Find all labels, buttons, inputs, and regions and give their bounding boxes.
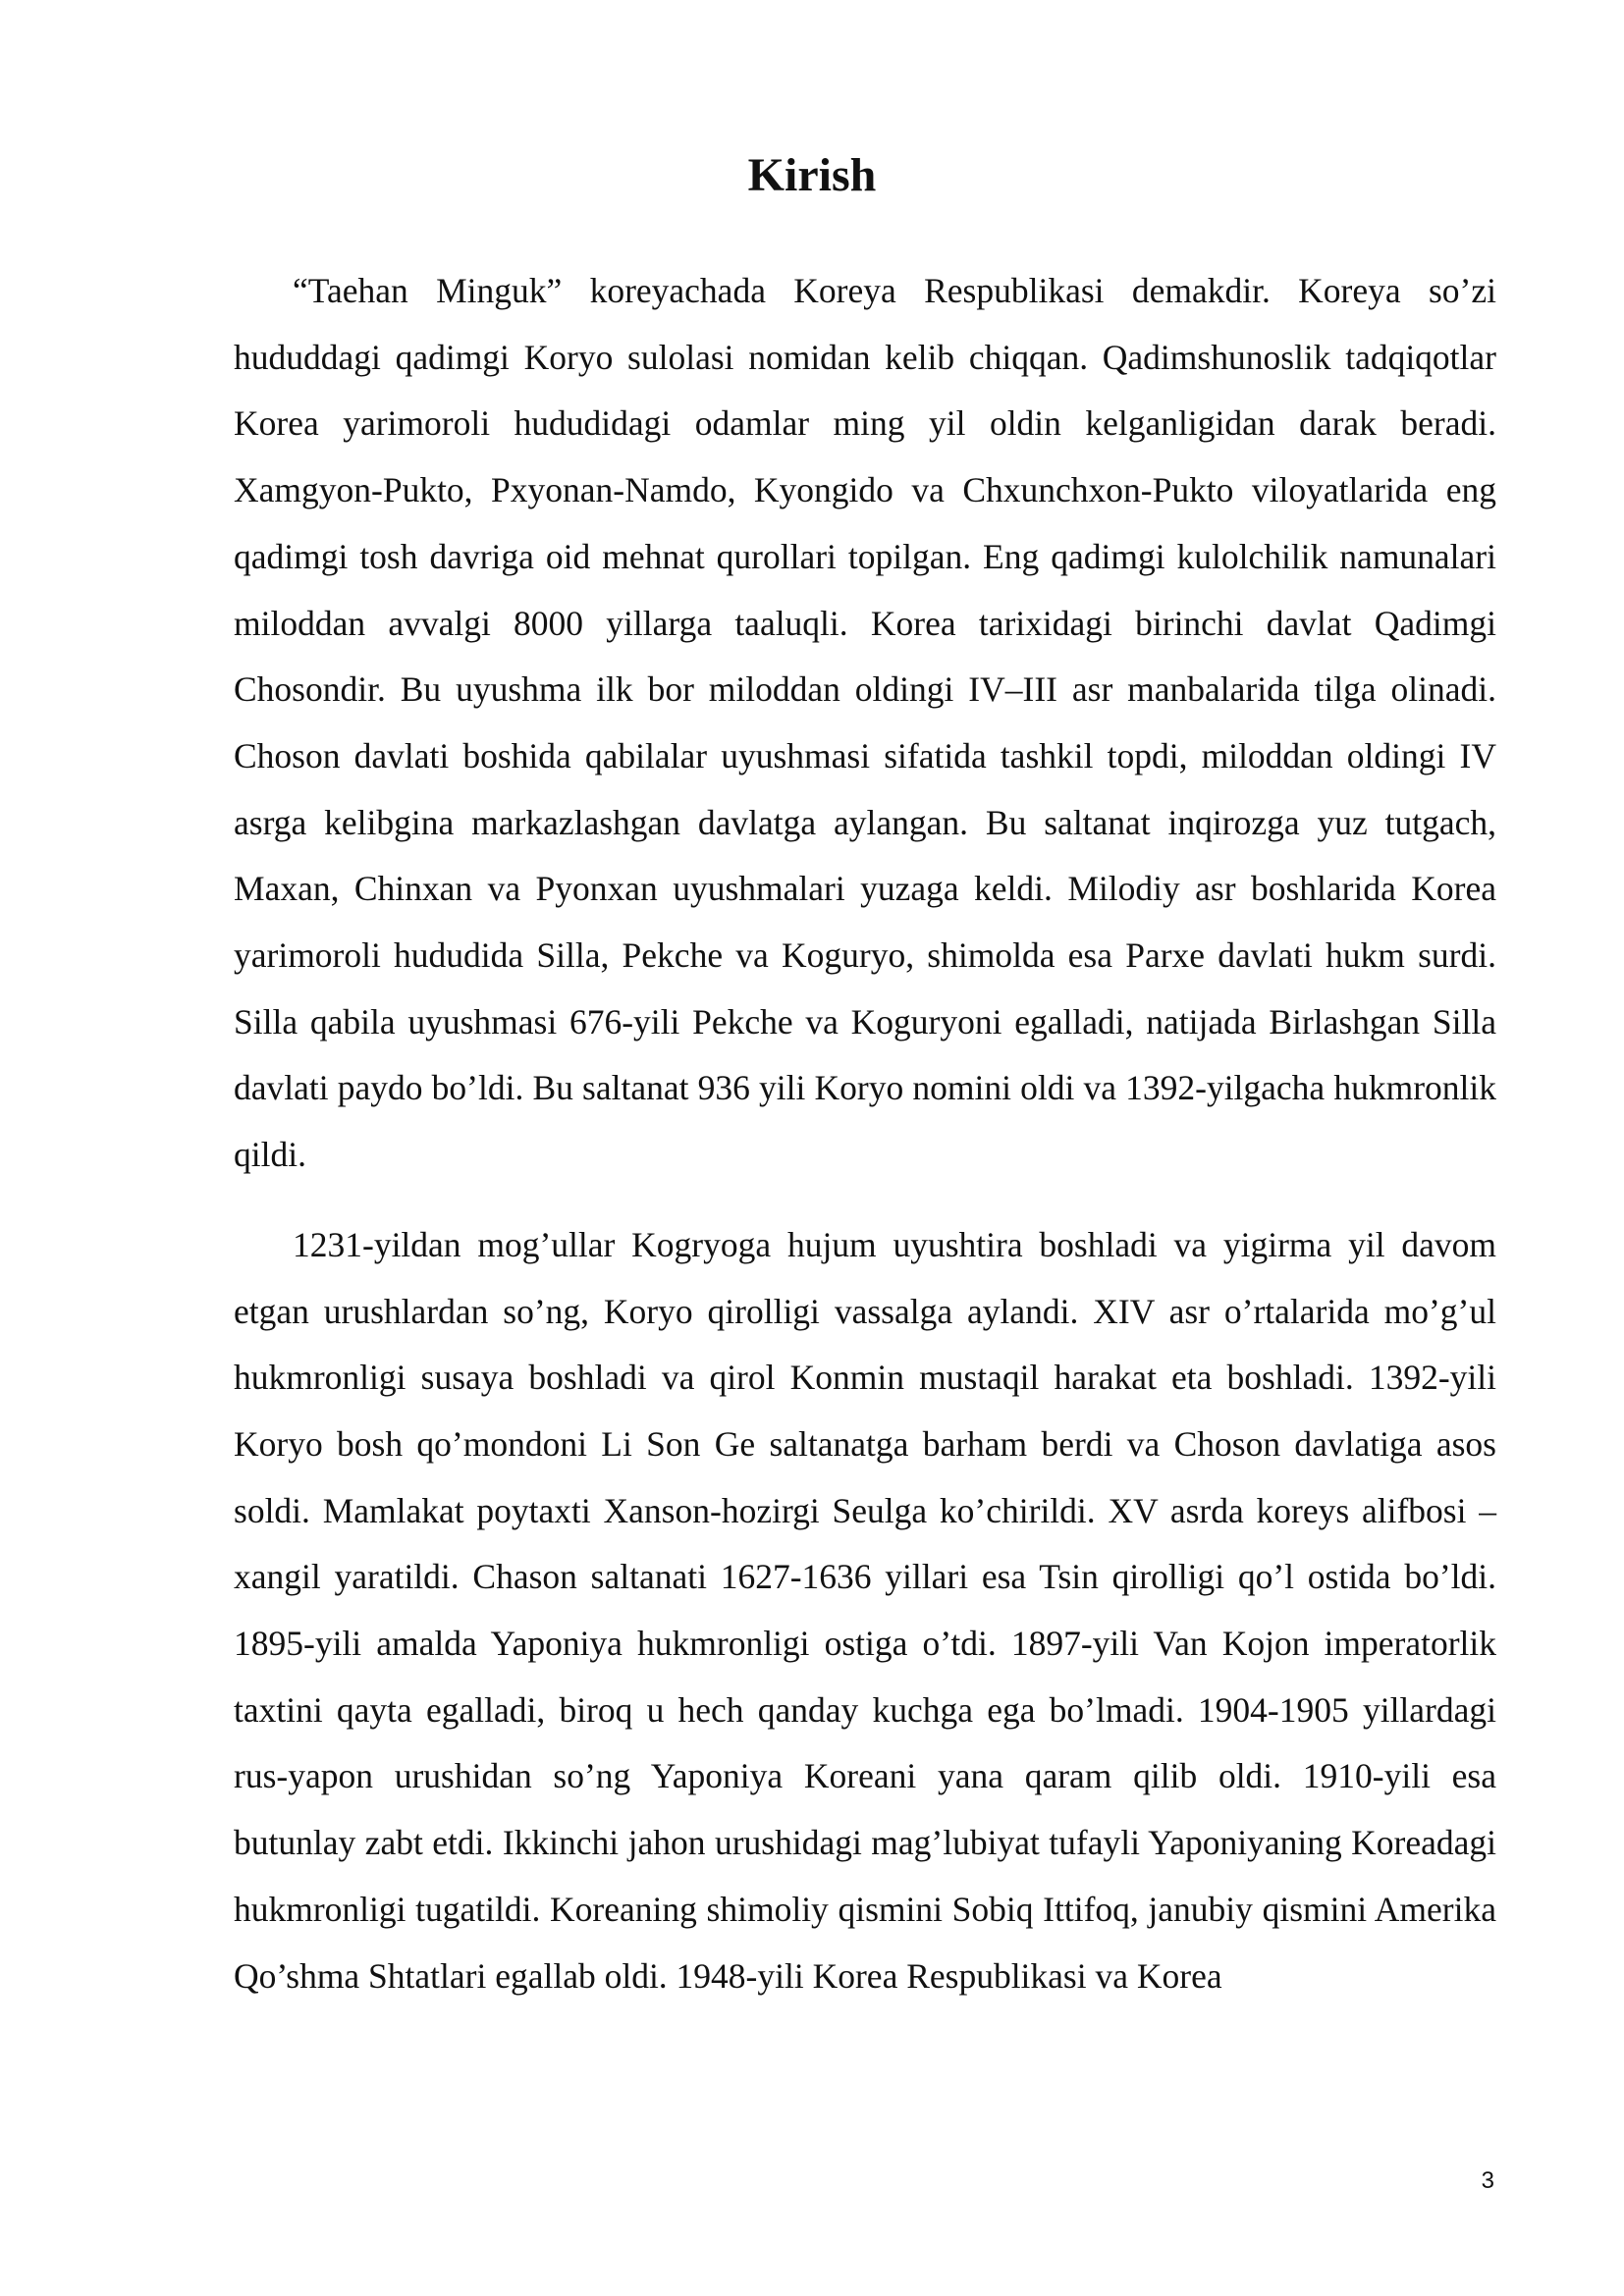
paragraph: “Taehan Minguk” koreyachada Koreya Respublikasi demakdir. Koreya so’zi hududdagi qadimgi Koryo sulolasi nomidan kelib chiqqan. Qadimshunoslik tadqiqotlar Korea yarimoroli hududidagi odamlar ming yil oldin kelganligidan darak beradi. Xamgyon-Pukto, Pxyonan-Namdo, Kyongido va Chxunchxon-Pukto viloyatlarida eng qadimgi tosh davriga oid mehnat qurollari topilgan. Eng qadimgi kulolchilik namunalari miloddan avvalgi 8000 yillarga taaluqli. Korea tarixidagi birinchi davlat Qadimgi Chosondir. Bu uyushma ilk bor miloddan oldingi IV–III asr manbalarida tilga olinadi. Choson davlati boshida qabilalar uyushmasi sifatida tashkil topdi, miloddan oldingi IV asrga kelibgina markazlashgan davlatga aylangan. Bu saltanat inqirozga yuz tutgach, Maxan, Chinxan va Pyonxan uyushmalari yuzaga keldi. Milodiy asr boshlarida Korea yarimoroli hududida Silla, Pekche va Koguryo, shimolda esa Parxe davlati hukm surdi. Silla qabila uyushmasi 676-yili Pekche va Koguryoni egalladi, natijada Birlashgan Silla davlati paydo bo’ldi. Bu saltanat 936 yili Koryo nomini oldi va 1392-yilgacha hukmronlik qildi. [234,271,1496,1175]
paragraph: 1231-yildan mog’ullar Kogryoga hujum uyushtira boshladi va yigirma yil davom etgan urushlardan so’ng, Koryo qirolligi vassalga aylandi. XIV asr o’rtalarida mo’g’ul hukmronligi susaya boshladi va qirol Konmin mustaqil harakat eta boshladi. 1392-yili Koryo bosh qo’mondoni Li Son Ge saltanatga barham berdi va Choson davlatiga asos soldi. Mamlakat poytaxti Xanson-hozirgi Seulga ko’chirildi. XV asrda koreys alifbosi – xangil yaratildi. Chason saltanati 1627-1636 yillari esa Tsin qirolligi qo’l ostida bo’ldi. 1895-yili amalda Yaponiya hukmronligi ostiga o’tdi. 1897-yili Van Kojon imperatorlik taxtini qayta egalladi, biroq u hech qanday kuchga ega bo’lmadi. 1904-1905 yillardagi rus-yapon urushidan so’ng Yaponiya Koreani yana qaram qilib oldi. 1910-yili esa butunlay zabt etdi. Ikkinchi jahon urushidagi mag’lubiyat tufayli Yaponiyaning Koreadagi hukmronligi tugatildi. Koreaning shimoliy qismini Sobiq Ittifoq, janubiy qismini Amerika Qo’shma Shtatlari egallab oldi. 1948-yili Korea Respublikasi va Korea [234,1224,1496,1996]
page-number: 3 [1481,2167,1494,2194]
page-title: Kirish [747,149,877,201]
body-text [234,258,1496,2009]
